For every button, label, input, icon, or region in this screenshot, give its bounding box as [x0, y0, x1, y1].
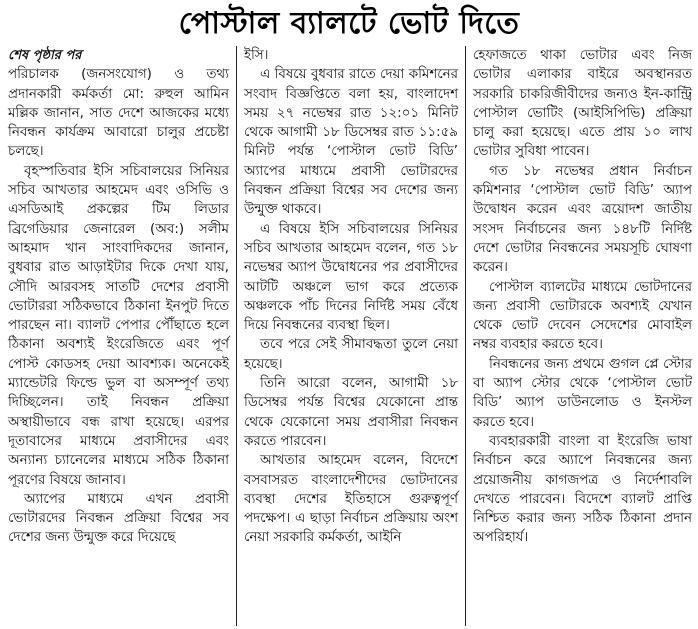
paragraph: এ বিষয়ে বুধবার রাতে দেয়া কমিশনের সংবাদ বিজ্ঞপ্তিতে বলা হয়, বাংলাদেশ সময় ২৭ নভেম্বর রাত ১২:০১ মিনিট থেকে আগামী ১৮ ডিসেম্বর রাত ১১:৫৯ মিনিট পর্যন্ত ‘পোস্টাল ভোট বিডি’ অ্যাপের মাধ্যমে প্রবাসী ভোটারদের নিবন্ধন প্রক্রিয়া বিশ্বের সব দেশের জন্য উন্মুক্ত থাকবে। — [244, 67, 458, 218]
paragraph: এ বিষয়ে ইসি সচিবালয়ের সিনিয়র সচিব আখতার আহমেদ বলেন, গত ১৮ নভেম্বর অ্যাপ উদ্বোধনের পর প্রবাসীদের আটটি অঞ্চলে ভাগ করে প্রত্যেক অঞ্চলকে পাঁচ দিনের নির্দিষ্ট সময় বেঁধে দিয়ে নিবন্ধনের ব্যবস্থা ছিল। — [244, 221, 458, 334]
paragraph: হেফাজতে থাকা ভোটার এবং নিজ ভোটার এলাকার বাইরে অবস্থানরত সরকারি চাকরিজীবীদের জন্যও ইন-কান্ট্রি পোস্টাল ভোটিং (আইসিপিভি) প্রক্রিয়া চালু করা হয়েছে। এতে প্রায় ১০ লাখ ভোটার সুবিধা পাবেন। — [473, 48, 692, 160]
paragraph: নিবন্ধনের জন্য প্রথমে গুগল প্লে স্টোর বা অ্যাপ স্টোর থেকে ‘পোস্টাল ভোট বিডি’ অ্যাপ ডাউনলোড ও ইনস্টল করতে হবে। — [473, 356, 692, 430]
column-3 — [465, 46, 694, 626]
paragraph: বৃহস্পতিবার ইসি সচিবালয়ের সিনিয়র সচিব আখতার আহমেদ এবং ওসিভি ও এসডিআই প্রকল্পের টিম লিডার ব্রিগেডিয়ার জেনারেল (অব:) সলীম আহমাদ খান সাংবাদিকদের জানান, বুধবার রাত আড়াইটার দিকে দেখা যায়, সৌদি আরবসহ সাতটি দেশের প্রবাসী ভোটাররা সঠিকভাবে ঠিকানা ইনপুট দিতে পারছেন না। ব্যালট পেপার পৌঁছাতে হলে ঠিকানা অবশ্যই ইংরেজিতে এবং পূর্ণ পোস্ট কোডসহ দেয়া আবশ্যক। অনেকেই ম্যান্ডেটরি ফিল্ডে ভুল বা অসম্পূর্ণ তথ্য দিচ্ছিলেন। তাই নিবন্ধন প্রক্রিয়া অস্থায়ীভাবে বন্ধ রাখা হয়েছে। এরপর দূতাবাসের মাধ্যমে প্রবাসীদের এবং অন্যান্য চ্যানেলের মাধ্যমে সঠিক ঠিকানা পূরণের বিষয়ে জানাব। — [8, 163, 229, 488]
article-body — [6, 46, 694, 626]
paragraph: পরিচালক (জনসংযোগ) ও তথ্য প্রদানকারী কর্মকর্তা মো: রুহুল আমিন মল্লিক জানান, সাত দেশে আজকের মধ্যে নিবন্ধন কার্যক্রম আবারো চালুর প্রচেষ্টা চলছে। — [8, 67, 229, 160]
column-1 — [6, 46, 236, 626]
paragraph: পোস্টাল ব্যালটের মাধ্যমে ভোটদানের জন্য প্রবাসী ভোটারকে অবশ্যই যেখান থেকে ভোট দেবেন সেদেশের মোবাইল নম্বর ব্যবহার করতে হবে। — [473, 279, 692, 353]
paragraph: তবে পরে সেই সীমাবদ্ধতা তুলে নেয়া হয়েছে। — [244, 337, 458, 372]
headline: পোস্টাল ব্যালটে ভোট দিতে — [178, 6, 520, 41]
paragraph: ব্যবহারকারী বাংলা বা ইংরেজি ভাষা নির্বাচন করে অ্যাপে নিবন্ধনের জন্য প্রয়োজনীয় কাগজপত্র ও নির্দেশাবলি দেখতে পারবেন। বিদেশে ব্যালট প্রাপ্তি নিশ্চিত করার জন্য সঠিক ঠিকানা প্রদান অপরিহার্য। — [473, 433, 692, 546]
column-2 — [236, 46, 465, 626]
paragraph: অ্যাপের মাধ্যমে এখন প্রবাসী ভোটারদের নিবন্ধন প্রক্রিয়া বিশ্বের সব দেশের জন্য উন্মুক্ত করে দিয়েছে — [8, 491, 229, 546]
paragraph: আখতার আহমেদ বলেন, বিদেশে বসবাসরত বাংলাদেশীদের ভোটদানের ব্যবস্থা দেশের ইতিহাসে গুরুত্বপূর্ণ পদক্ষেপ। এ ছাড়া নির্বাচন প্রক্রিয়ায় অংশ নেয়া সরকারি কর্মকর্তা, আইনি — [244, 453, 458, 546]
paragraph: ইসি। — [244, 48, 269, 63]
paragraph: গত ১৮ নভেম্বর প্রধান নির্বাচন কমিশনার ‘পোস্টাল ভোট বিডি’ অ্যাপ উদ্বোধন করেন এবং ত্রয়োদশ জাতীয় সংসদ নির্বাচনের জন্য ১৪৮টি নির্দিষ্ট দেশে ভোটার নিবন্ধনের সময়সূচি ঘোষণা করেন। — [473, 163, 692, 276]
continuation-kicker: শেষ পৃষ্ঠার পর — [8, 48, 82, 63]
paragraph: তিনি আরো বলেন, আগামী ১৮ ডিসেম্বর পর্যন্ত বিশ্বের যেকোনো প্রান্ত থেকে যেকোনো সময় প্রবাসীরা নিবন্ধন করতে পারবেন। — [244, 376, 458, 449]
